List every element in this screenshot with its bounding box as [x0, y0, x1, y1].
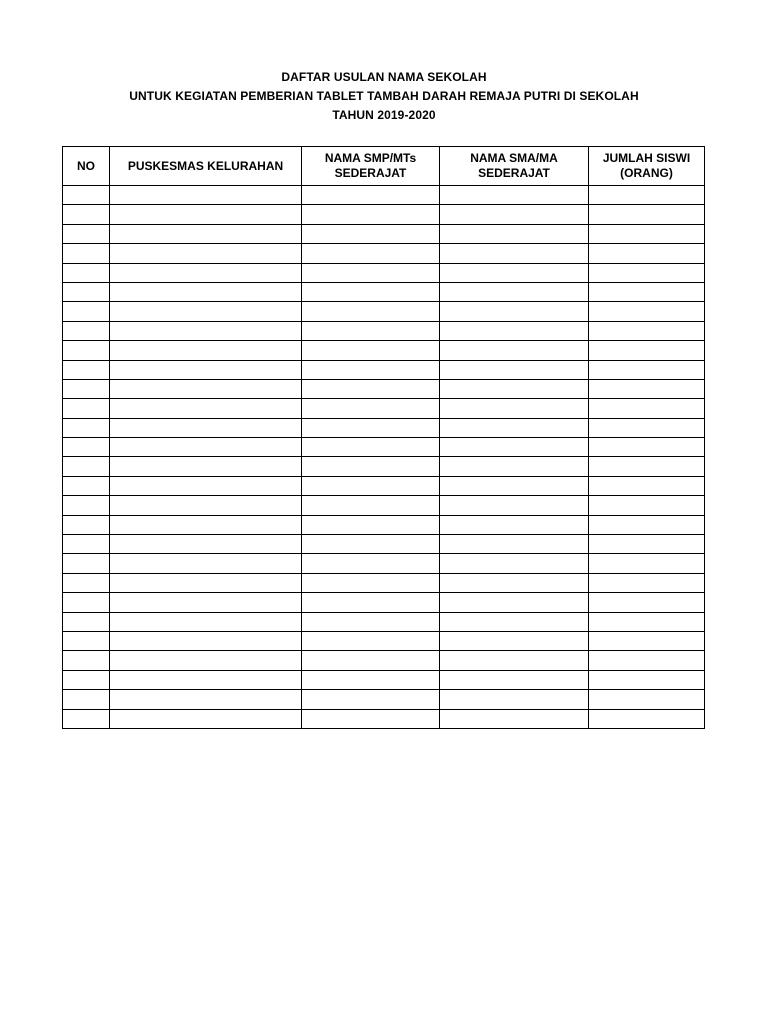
- table-row: [63, 418, 705, 437]
- table-cell[interactable]: [589, 399, 705, 418]
- table-body: [63, 186, 705, 729]
- table-cell[interactable]: [302, 709, 440, 728]
- table-cell[interactable]: [589, 263, 705, 282]
- table-cell[interactable]: [302, 360, 440, 379]
- table-cell[interactable]: [63, 554, 110, 573]
- table-cell[interactable]: [440, 496, 589, 515]
- table-cell[interactable]: [440, 205, 589, 224]
- proposal-table: [62, 146, 705, 729]
- table-cell[interactable]: [302, 205, 440, 224]
- table-cell[interactable]: [110, 224, 302, 243]
- header-nama-sma: NAMA SMA/MA SEDERAJAT: [440, 147, 589, 186]
- table-cell[interactable]: [302, 496, 440, 515]
- table-cell[interactable]: [63, 399, 110, 418]
- table-cell[interactable]: [63, 593, 110, 612]
- table-cell[interactable]: [302, 418, 440, 437]
- table-cell[interactable]: [440, 282, 589, 301]
- table-row: [63, 535, 705, 554]
- header-puskesmas-kelurahan: PUSKESMAS KELURAHAN: [110, 147, 302, 186]
- table-cell[interactable]: [302, 224, 440, 243]
- table-cell[interactable]: [440, 263, 589, 282]
- table-cell[interactable]: [440, 399, 589, 418]
- table-cell[interactable]: [110, 612, 302, 631]
- table-cell[interactable]: [440, 360, 589, 379]
- header-nama-smp: NAMA SMP/MTs SEDERAJAT: [302, 147, 440, 186]
- table-row: [63, 612, 705, 631]
- table-cell[interactable]: [302, 302, 440, 321]
- table-cell[interactable]: [63, 612, 110, 631]
- table-row: [63, 690, 705, 709]
- table-cell[interactable]: [63, 438, 110, 457]
- document-title: [0, 68, 768, 125]
- table-cell[interactable]: [440, 631, 589, 650]
- table-cell[interactable]: [440, 186, 589, 205]
- table-cell[interactable]: [110, 496, 302, 515]
- table-cell[interactable]: [110, 593, 302, 612]
- header-no: NO: [63, 147, 110, 186]
- table-cell[interactable]: [63, 360, 110, 379]
- table-cell[interactable]: [110, 399, 302, 418]
- table-cell[interactable]: [589, 244, 705, 263]
- table-row: [63, 709, 705, 728]
- table-row: [63, 321, 705, 340]
- table-row: [63, 379, 705, 398]
- table-cell[interactable]: [110, 205, 302, 224]
- table-cell[interactable]: [589, 670, 705, 689]
- table-cell[interactable]: [440, 457, 589, 476]
- table-cell[interactable]: [589, 631, 705, 650]
- table-cell[interactable]: [302, 690, 440, 709]
- table-row: [63, 573, 705, 592]
- table-cell[interactable]: [110, 554, 302, 573]
- table-cell[interactable]: [63, 302, 110, 321]
- table-cell[interactable]: [110, 535, 302, 554]
- table-cell[interactable]: [110, 263, 302, 282]
- header-jumlah-siswi: JUMLAH SISWI (ORANG): [589, 147, 705, 186]
- table-cell[interactable]: [589, 379, 705, 398]
- table-cell[interactable]: [110, 302, 302, 321]
- table-row: [63, 224, 705, 243]
- table-cell[interactable]: [589, 360, 705, 379]
- table-cell[interactable]: [302, 670, 440, 689]
- table-cell[interactable]: [440, 418, 589, 437]
- table-cell[interactable]: [440, 651, 589, 670]
- table-row: [63, 554, 705, 573]
- table-cell[interactable]: [63, 496, 110, 515]
- table-row: [63, 263, 705, 282]
- table-cell[interactable]: [589, 186, 705, 205]
- table-cell[interactable]: [440, 302, 589, 321]
- table-cell[interactable]: [440, 244, 589, 263]
- table-cell[interactable]: [110, 631, 302, 650]
- table-cell[interactable]: [302, 263, 440, 282]
- table-cell[interactable]: [63, 205, 110, 224]
- table-cell[interactable]: [440, 341, 589, 360]
- table-cell[interactable]: [589, 651, 705, 670]
- table-row: [63, 302, 705, 321]
- table-cell[interactable]: [589, 593, 705, 612]
- table-cell[interactable]: [302, 379, 440, 398]
- table-cell[interactable]: [110, 379, 302, 398]
- table-cell[interactable]: [589, 457, 705, 476]
- table-cell[interactable]: [302, 399, 440, 418]
- table-cell[interactable]: [63, 263, 110, 282]
- table-cell[interactable]: [589, 515, 705, 534]
- table-cell[interactable]: [440, 593, 589, 612]
- table-cell[interactable]: [302, 573, 440, 592]
- table-row: [63, 341, 705, 360]
- table-cell[interactable]: [63, 379, 110, 398]
- table-cell[interactable]: [110, 670, 302, 689]
- table-cell[interactable]: [440, 670, 589, 689]
- table-cell[interactable]: [302, 244, 440, 263]
- table-cell[interactable]: [589, 690, 705, 709]
- table-cell[interactable]: [589, 438, 705, 457]
- table-cell[interactable]: [302, 186, 440, 205]
- table-cell[interactable]: [63, 631, 110, 650]
- table-cell[interactable]: [63, 573, 110, 592]
- table-cell[interactable]: [302, 593, 440, 612]
- table-cell[interactable]: [589, 554, 705, 573]
- table-cell[interactable]: [302, 651, 440, 670]
- table-cell[interactable]: [63, 476, 110, 495]
- table-cell[interactable]: [589, 224, 705, 243]
- table-cell[interactable]: [110, 709, 302, 728]
- table-cell[interactable]: [589, 321, 705, 340]
- table-cell[interactable]: [110, 438, 302, 457]
- table-cell[interactable]: [110, 418, 302, 437]
- table-row: [63, 438, 705, 457]
- table-cell[interactable]: [440, 515, 589, 534]
- table-row: [63, 515, 705, 534]
- table-cell[interactable]: [302, 612, 440, 631]
- table-cell[interactable]: [63, 670, 110, 689]
- title-line-3: TAHUN 2019-2020: [332, 108, 436, 122]
- table-cell[interactable]: [440, 709, 589, 728]
- table-cell[interactable]: [63, 244, 110, 263]
- table-cell[interactable]: [110, 360, 302, 379]
- table-cell[interactable]: [63, 651, 110, 670]
- table-row: [63, 631, 705, 650]
- table-cell[interactable]: [110, 690, 302, 709]
- table-cell[interactable]: [110, 186, 302, 205]
- table-cell[interactable]: [440, 690, 589, 709]
- table-cell[interactable]: [302, 341, 440, 360]
- table-cell[interactable]: [302, 457, 440, 476]
- table-cell[interactable]: [63, 535, 110, 554]
- title-line-1: DAFTAR USULAN NAMA SEKOLAH: [281, 70, 487, 84]
- table-cell[interactable]: [440, 612, 589, 631]
- table-row: [63, 282, 705, 301]
- table-row: [63, 399, 705, 418]
- table-cell[interactable]: [440, 476, 589, 495]
- table-row: [63, 205, 705, 224]
- table-cell[interactable]: [589, 612, 705, 631]
- table-cell[interactable]: [302, 476, 440, 495]
- table-cell[interactable]: [589, 205, 705, 224]
- table-cell[interactable]: [110, 651, 302, 670]
- table-cell[interactable]: [63, 457, 110, 476]
- table-cell[interactable]: [440, 554, 589, 573]
- table-cell[interactable]: [63, 515, 110, 534]
- table-cell[interactable]: [589, 573, 705, 592]
- table-row: [63, 670, 705, 689]
- table-cell[interactable]: [110, 321, 302, 340]
- table-cell[interactable]: [63, 418, 110, 437]
- table-cell[interactable]: [589, 302, 705, 321]
- table-cell[interactable]: [110, 573, 302, 592]
- table-cell[interactable]: [63, 709, 110, 728]
- table-cell[interactable]: [63, 282, 110, 301]
- table-cell[interactable]: [110, 457, 302, 476]
- table-row: [63, 651, 705, 670]
- table-cell[interactable]: [589, 496, 705, 515]
- table-cell[interactable]: [440, 379, 589, 398]
- table-cell[interactable]: [63, 224, 110, 243]
- table-cell[interactable]: [440, 438, 589, 457]
- table-cell[interactable]: [63, 186, 110, 205]
- table-row: [63, 360, 705, 379]
- table-row: [63, 476, 705, 495]
- table-row: [63, 593, 705, 612]
- table-cell[interactable]: [302, 554, 440, 573]
- table-cell[interactable]: [589, 282, 705, 301]
- table-cell[interactable]: [440, 224, 589, 243]
- table-cell[interactable]: [302, 535, 440, 554]
- table-cell[interactable]: [302, 282, 440, 301]
- table-cell[interactable]: [440, 535, 589, 554]
- table-cell[interactable]: [589, 709, 705, 728]
- table-cell[interactable]: [440, 573, 589, 592]
- table-row: [63, 244, 705, 263]
- table-cell[interactable]: [110, 476, 302, 495]
- table-cell[interactable]: [589, 418, 705, 437]
- table-header-row: [63, 147, 705, 186]
- table-cell[interactable]: [110, 244, 302, 263]
- table-cell[interactable]: [302, 321, 440, 340]
- table-cell[interactable]: [302, 515, 440, 534]
- table-row: [63, 457, 705, 476]
- table-cell[interactable]: [589, 341, 705, 360]
- table-cell[interactable]: [63, 321, 110, 340]
- table-row: [63, 186, 705, 205]
- title-line-2: UNTUK KEGIATAN PEMBERIAN TABLET TAMBAH DARAH REMAJA PUTRI DI SEKOLAH: [129, 89, 639, 103]
- table-cell[interactable]: [110, 341, 302, 360]
- table-cell[interactable]: [589, 476, 705, 495]
- table-cell[interactable]: [302, 631, 440, 650]
- table-cell[interactable]: [63, 341, 110, 360]
- table-cell[interactable]: [110, 515, 302, 534]
- table-cell[interactable]: [589, 535, 705, 554]
- table-cell[interactable]: [440, 321, 589, 340]
- table-cell[interactable]: [110, 282, 302, 301]
- table-row: [63, 496, 705, 515]
- table-cell[interactable]: [63, 690, 110, 709]
- table-cell[interactable]: [302, 438, 440, 457]
